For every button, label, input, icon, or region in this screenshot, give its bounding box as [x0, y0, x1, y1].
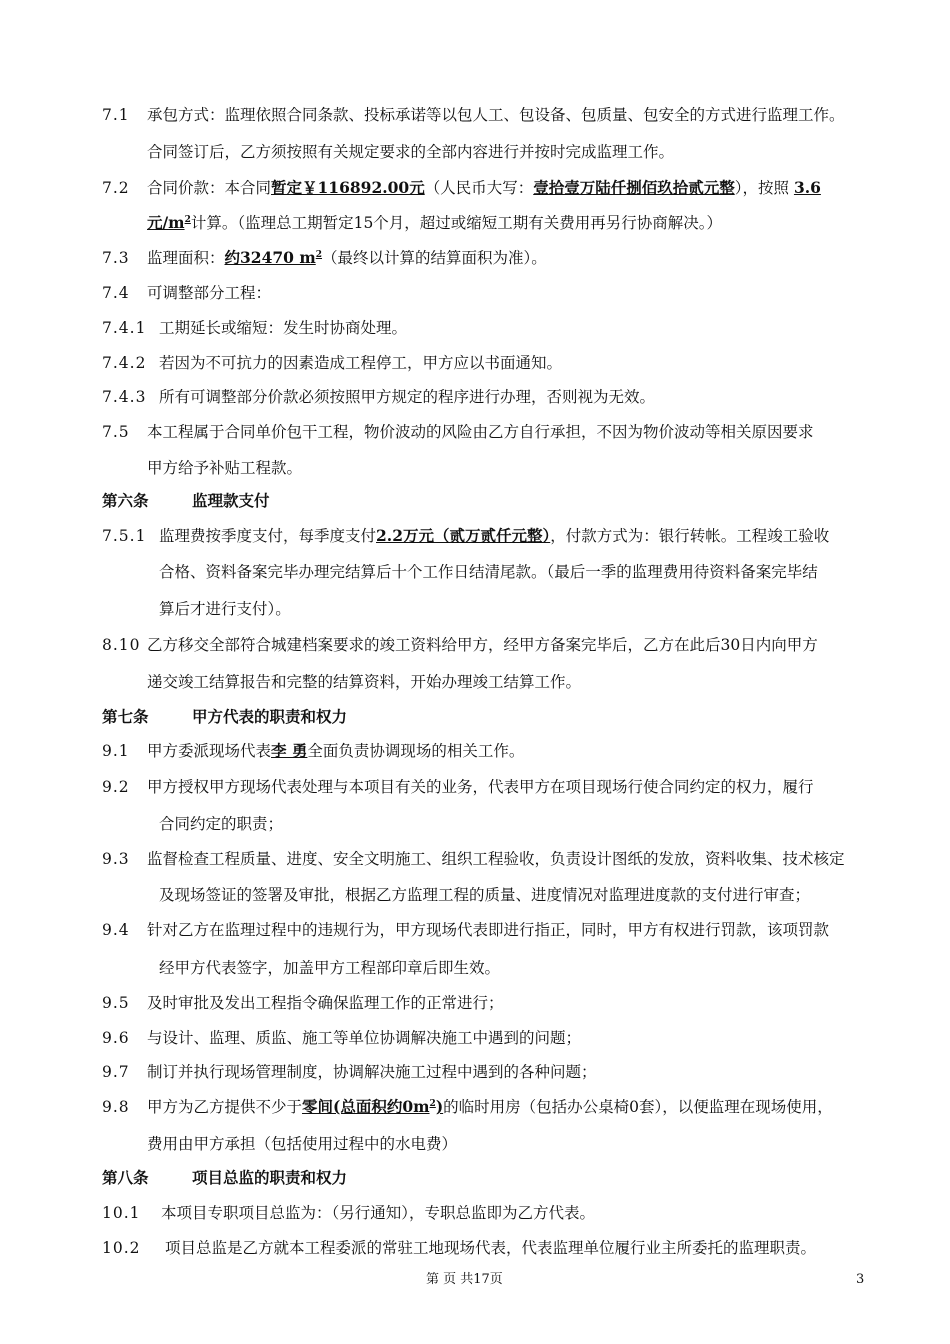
- page-footer: 第 页 共17页: [426, 1272, 503, 1287]
- clause-text: 合同价款：本合同暂定￥116892.00元（人民币大写：壹拾壹万陆仟捌佰玖拾贰元整），按照 3.6: [147, 178, 821, 197]
- clause-text: 承包方式：监理依照合同条款、投标承诺等以包人工、包设备、包质量、包安全的方式进行监理工作。: [147, 106, 845, 124]
- section-heading-6: 第六条 监理款支付: [102, 491, 270, 510]
- clause-number: 7.2: [102, 179, 130, 197]
- temporary-housing: 零间(总面积约0m: [302, 1097, 430, 1116]
- quarterly-payment: 2.2万元（贰万贰仟元整）: [376, 526, 551, 545]
- clause-7-5-cont: 甲方给予补贴工程款。: [147, 459, 303, 477]
- page-number: 3: [856, 1272, 865, 1287]
- clause-7-2-cont: 元$/m^2$计算。（监理总工期暂定15个月，超过或缩短工期有关费用再另行协商解决。）: [147, 213, 723, 232]
- supervision-area: 约32470 m: [224, 248, 316, 267]
- document-page: 7.1 承包方式：监理依照合同条款、投标承诺等以包人工、包设备、包质量、包安全的方式进行监理工作。 合同签订后，乙方须按照有关规定要求的全部内容进行并按时完成监理工作。 7.2 合同价款：本合同暂定￥116892.00元（人民币大写：壹拾壹万陆仟捌佰玖拾贰元整），按照 3.6 元$/m^2$计算。（监理总工期暂定15个月，超过或缩短工期有关费用再另行协商解决。） 7.3 监理面积：约32470 $m^2$（最终以计算的结算面积为准）。 7.4 可调整部分工程： 7.4.1 工期延长或缩短：发生时协商处理。 7.4.2 若因为不可抗力的因素造成工程停工，甲方应以书面通知。 7.4.3 所有可调整部分价款必须按照甲方规定的程序进行办理，否则视为无效。 7.5 本工程属于合同单价包干工程，物价波动的风险由乙方自行承担，不因为物价波动等相关原因要求 甲方给予补贴工程款。 第六条 监理款支付 7.5.1 监理费按季度支付，每季度支付2.2万元（贰万贰仟元整），付款方式为：银行转帐。工程竣工验收 合格、资料备案完毕办理完结算后十个工作日结清尾款。（最后一季的监理费用待资料备案完毕结 算后才进行支付）。 8.10 乙方移交全部符合城建档案要求的竣工资料给甲方，经甲方备案完毕后，乙方在此后30日内向甲方 递交竣工结算报告和完整的结算资料，开始办理竣工结算工作。 第七条 甲方代表的职责和权力 9.1 甲方委派现场代表李 勇全面负责协调现场的相关工作。 9.2 甲方授权甲方现场代表处理与本项目有关的业务，代表甲方在项目现场行使合同约定的权力，履行 合同约定的职责； 9.3 监督检查工程质量、进度、安全文明施工、组织工程验收，负责设计图纸的发放，资料收集、技术核定 及现场签证的签署及审批，根据乙方监理工程的质量、进度情况对监理进度款的支付进行审查； 9.4 针对乙方在监理过程中的违规行为，甲方现场代表即进行指正，同时，甲方有权进行罚款，该项罚款 经甲方代表签字，加盖甲方工程部印章后即生效。 9.5 及时审批及发出工程指令确保监理工作的正常进行； 9.6 与设计、监理、质监、施工等单位协调解决施工中遇到的问题； 9.7 制订并执行现场管理制度，协调解决施工过程中遇到的各种问题； 9.8 甲方为乙方提供不少于零间(总面积约$0m^2$)的临时用房（包括办公桌椅0套），以便监理在现场使用， 费用由甲方承担（包括使用过程中的水电费） 第八条 项目总监的职责和权力 10.1 本项目专职项目总监为：（另行通知），专职总监即为乙方代表。 10.2 项目总监是乙方就本工程委派的常驻工地现场代表，代表监理单位履行业主所委托的监理职责。 第 页 共17页 3: [102, 106, 865, 1287]
- section-heading-7: 第七条 甲方代表的职责和权力: [102, 707, 348, 726]
- representative-name: 李 勇: [271, 741, 308, 760]
- unit-price: 3.6: [793, 178, 821, 197]
- clause-7-1-cont: 合同签订后，乙方须按照有关规定要求的全部内容进行并按时完成监理工作。: [147, 143, 675, 161]
- price-in-words: 壹拾壹万陆仟捌佰玖拾贰元整: [533, 178, 735, 197]
- contract-price: 暂定￥116892.00元: [271, 178, 425, 197]
- section-heading-8: 第八条 项目总监的职责和权力: [102, 1168, 348, 1187]
- clause-number: 7.1: [102, 106, 130, 124]
- clause-text: 监理面积：约32470 $m^2$（最终以计算的结算面积为准）。: [147, 248, 547, 267]
- clause-number: 7.3: [102, 249, 130, 267]
